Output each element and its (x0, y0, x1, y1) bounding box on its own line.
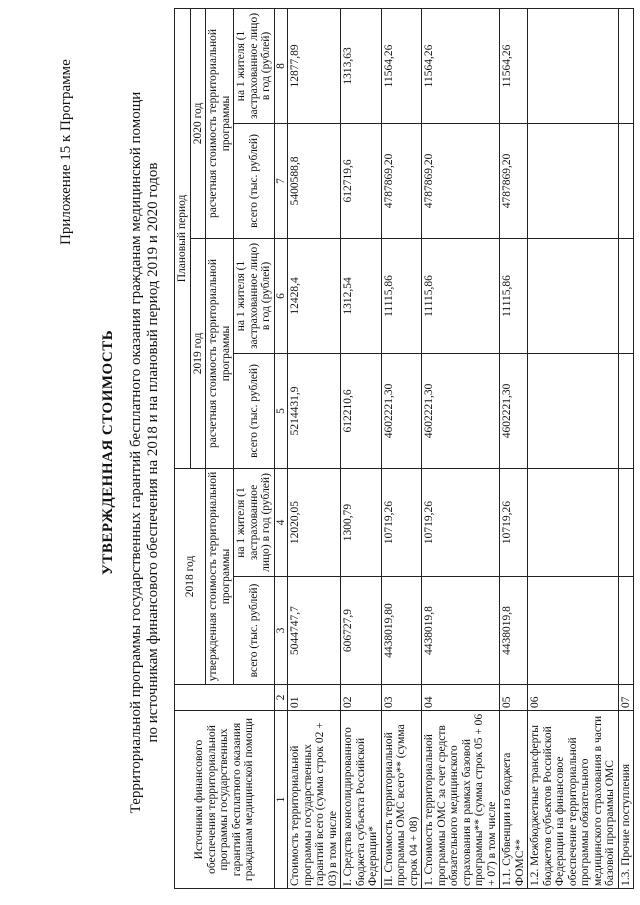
column-number: 8 (274, 8, 288, 123)
column-number: 5 (274, 353, 288, 468)
value-2019-per-capita: 1312,54 (341, 238, 382, 353)
value-2019-total: 612210,6 (341, 353, 382, 468)
header-total-2020: всего (тыс. рублей) (234, 123, 275, 238)
value-2020-per-capita: 12877,89 (288, 8, 341, 123)
value-2020-total (528, 123, 619, 238)
value-2019-total (618, 353, 634, 468)
document-title: УТВЕРЖДЕННАЯ СТОИМОСТЬ (100, 329, 116, 576)
header-year-2019: 2019 год (190, 238, 206, 468)
value-2019-total: 5214431,9 (288, 353, 341, 468)
value-2019-total: 4602221,30 (381, 353, 422, 468)
header-total-2019: всего (тыс. рублей) (234, 353, 275, 468)
value-2019-per-capita (528, 238, 619, 353)
value-2020-per-capita: 11564,26 (381, 8, 422, 123)
value-2018-total: 4438019,8 (500, 577, 528, 685)
value-2020-total: 5400588,8 (288, 123, 341, 238)
row-code: 05 (500, 685, 528, 711)
table-row (381, 8, 422, 888)
table-row (500, 8, 528, 888)
row-code: 04 (422, 685, 500, 711)
value-2018-per-capita: 10719,26 (422, 468, 500, 576)
value-2018-total: 5044747,7 (288, 577, 341, 685)
row-label: I. Средства консолидированного бюджета субъекта Российской Федерации* (341, 711, 382, 889)
table-row (288, 8, 341, 888)
value-2018-total (618, 577, 634, 685)
row-code: 07 (618, 685, 634, 711)
row-code: 06 (528, 685, 619, 711)
value-2020-per-capita: 1313,63 (341, 8, 382, 123)
row-label: 1. Стоимость территориальной программы ОМС за счет средств обязательного медицинского страхования в рамках базовой программы** (сумма строк 05 + 06 + 07) в том числе (422, 711, 500, 889)
row-label: Стоимость территориальной программы государственных гарантий всего (сумма строк 02 + 03) в том числе (288, 711, 341, 889)
table-row (341, 8, 382, 888)
value-2018-total (528, 577, 619, 685)
row-code: 02 (341, 685, 382, 711)
subtitle-line-1: Территориальной программы государственных гарантий бесплатного оказания гражданам медицинской помощи (128, 91, 144, 814)
value-2020-per-capita (618, 8, 634, 123)
header-row-years (175, 8, 191, 888)
value-2019-total: 4602221,30 (500, 353, 528, 468)
header-estimated-cost-2019: расчетная стоимость территориальной программы (206, 238, 234, 468)
value-2018-per-capita: 1300,79 (341, 468, 382, 576)
value-2020-total: 4787869,20 (500, 123, 528, 238)
cost-table (174, 8, 634, 889)
table-row (422, 8, 500, 888)
value-2020-total: 612719,6 (341, 123, 382, 238)
value-2019-total: 4602221,30 (422, 353, 500, 468)
value-2018-total: 4438019,8 (422, 577, 500, 685)
column-number: 2 (274, 685, 288, 711)
header-rownum-column (175, 685, 275, 711)
row-code: 01 (288, 685, 341, 711)
value-2018-total: 606727,9 (341, 577, 382, 685)
annex-note: Приложение 15 к Программе (58, 59, 74, 245)
value-2018-per-capita: 10719,26 (500, 468, 528, 576)
header-source-column: Источники финансового обеспечения территориальной программы государственных гарантий бесплатного оказания гражданам медицинской помощи (175, 711, 275, 889)
value-2020-total (618, 123, 634, 238)
row-code: 03 (381, 685, 422, 711)
value-2018-per-capita: 12020,05 (288, 468, 341, 576)
value-2018-per-capita: 10719,26 (381, 468, 422, 576)
row-label: II. Стоимость территориальной программы ОМС всего** (сумма строк 04 + 08) (381, 711, 422, 889)
column-number: 7 (274, 123, 288, 238)
column-number: 1 (274, 711, 288, 889)
row-label: 1.3. Прочие поступления (618, 711, 634, 889)
header-per-capita-2020: на 1 жителя (1 застрахованное лицо) в год (рублей) (234, 8, 275, 123)
value-2019-per-capita: 12428,4 (288, 238, 341, 353)
table-row (618, 8, 634, 888)
value-2019-per-capita: 11115,86 (500, 238, 528, 353)
subtitle-line-2: по источникам финансового обеспечения на 2018 и на плановый период 2019 и 2020 годов (145, 162, 161, 743)
column-number-row (274, 8, 288, 888)
row-label: 1.2. Межбюджетные трансферты бюджетов субъектов Российской Федерации на финансовое обеспечение территориальной программы обязательного медицинского страхования в части базовой программы ОМС (528, 711, 619, 889)
value-2018-per-capita (618, 468, 634, 576)
header-total-2018: всего (тыс. рублей) (234, 577, 275, 685)
value-2019-total (528, 353, 619, 468)
document-subtitle (128, 40, 162, 865)
header-estimated-cost-2020: расчетная стоимость территориальной программы (206, 8, 234, 238)
value-2019-per-capita (618, 238, 634, 353)
header-approved-cost-2018: утвержденная стоимость территориальной программы (206, 468, 234, 684)
column-number: 6 (274, 238, 288, 353)
column-number: 3 (274, 577, 288, 685)
value-2018-total: 4438019,80 (381, 577, 422, 685)
header-per-capita-2019: на 1 жителя (1 застрахованное лицо) в год (рублей) (234, 238, 275, 353)
header-year-2018: 2018 год (175, 468, 206, 684)
column-number: 4 (274, 468, 288, 576)
header-planning-period: Плановый период (175, 8, 191, 468)
header-per-capita-2018: на 1 жителя (1 застрахованное лицо) в год (рублей) (234, 468, 275, 576)
value-2020-total: 4787869,20 (381, 123, 422, 238)
value-2019-per-capita: 11115,86 (381, 238, 422, 353)
value-2020-total: 4787869,20 (422, 123, 500, 238)
row-label: 1.1. Субвенции из бюджета ФОМС** (500, 711, 528, 889)
value-2020-per-capita: 11564,26 (422, 8, 500, 123)
value-2019-per-capita: 11115,86 (422, 238, 500, 353)
value-2020-per-capita: 11564,26 (500, 8, 528, 123)
header-year-2020: 2020 год (190, 8, 206, 238)
value-2020-per-capita (528, 8, 619, 123)
value-2018-per-capita (528, 468, 619, 576)
table-row (528, 8, 619, 888)
